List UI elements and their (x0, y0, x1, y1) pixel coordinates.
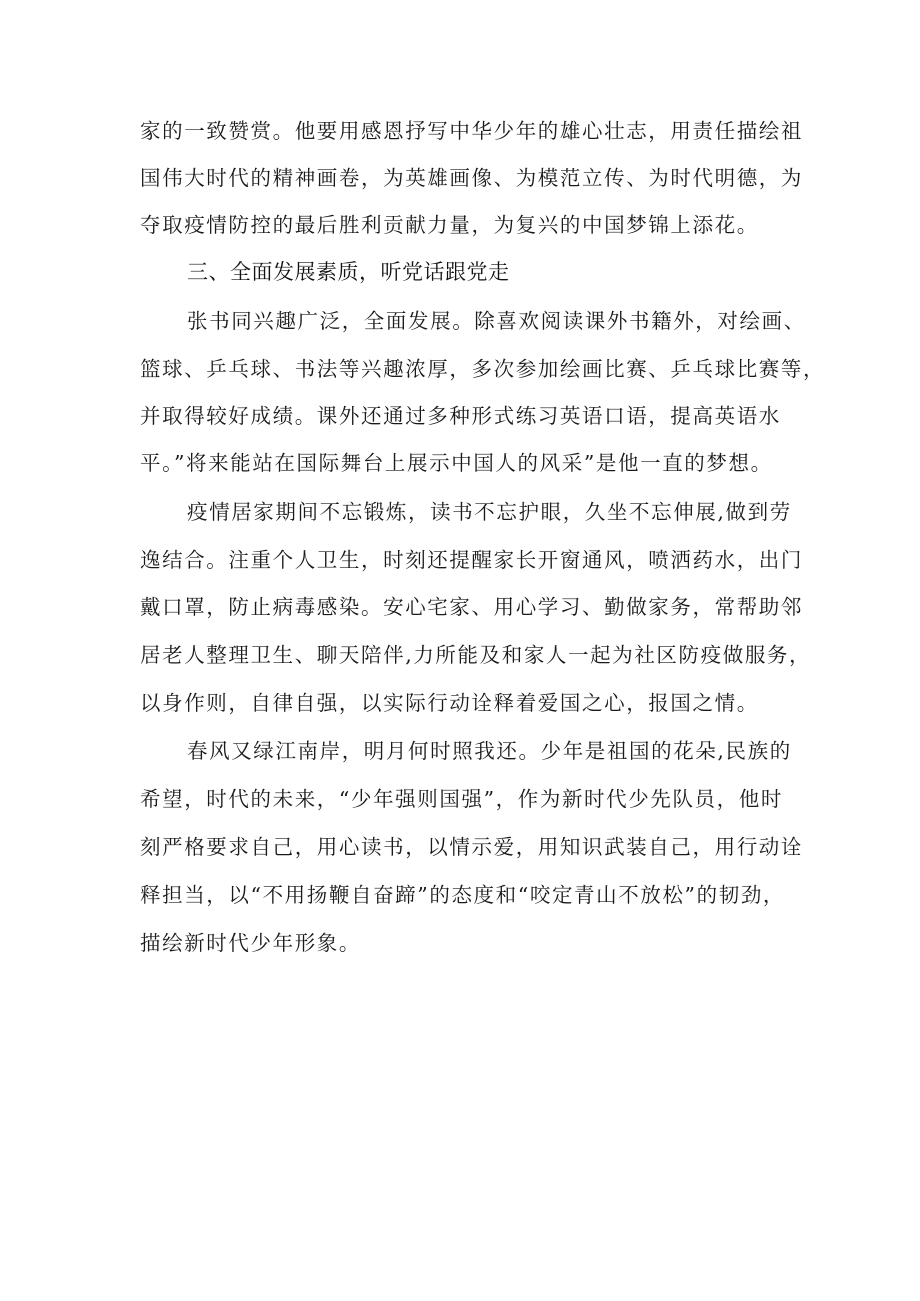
text-line: 并取得较好成绩。课外还通过多种形式练习英语口语，提高英语水 (140, 404, 781, 428)
text-line: 逸结合。注重个人卫生，时刻还提醒家长开窗通风，喷洒药水，出门 (140, 548, 803, 572)
text-line: 平。”将来能站在国际舞台上展示中国人的风采”是他一直的梦想。 (140, 451, 773, 475)
text-line: 居老人整理卫生、聊天陪伴,力所能及和家人一起为社区防疫做服务， (140, 643, 812, 667)
text-line: 家的一致赞赏。他要用感恩抒写中华少年的雄心壮志，用责任描绘祖 (140, 119, 803, 143)
text-line: 希望，时代的未来，“少年强则国强”，作为新时代少先队员，他时 (140, 787, 783, 811)
text-line: 国伟大时代的精神画卷，为英雄画像、为模范立传、为时代明德，为 (140, 166, 803, 190)
text-line: 刻严格要求自己，用心读书，以情示爱，用知识武装自己，用行动诠 (140, 835, 803, 859)
text-line: 夺取疫情防控的最后胜利贡献力量，为复兴的中国梦锦上添花。 (140, 213, 759, 237)
section-heading: 三、全面发展素质，听党话跟党走 (187, 260, 510, 284)
text-line: 戴口罩，防止病毒感染。安心宅家、用心学习、勤做家务，常帮助邻 (140, 595, 803, 619)
text-line: 春风又绿江南岸，明月何时照我还。少年是祖国的花朵,民族的 (187, 739, 792, 763)
text-line: 释担当，以“不用扬鞭自奋蹄”的态度和“咬定青山不放松”的韧劲， (140, 883, 786, 907)
text-line: 篮球、乒乓球、书法等兴趣浓厚，多次参加绘画比赛、乒乓球比赛等， (140, 357, 826, 381)
text-line: 疫情居家期间不忘锻炼，读书不忘护眼，久坐不忘伸展,做到劳 (187, 500, 792, 524)
text-line: 以身作则，自律自强，以实际行动诠释着爱国之心，报国之情。 (140, 691, 759, 715)
text-line: 张书同兴趣广泛，全面发展。除喜欢阅读课外书籍外，对绘画、 (187, 309, 806, 333)
text-line: 描绘新时代少年形象。 (140, 931, 361, 955)
